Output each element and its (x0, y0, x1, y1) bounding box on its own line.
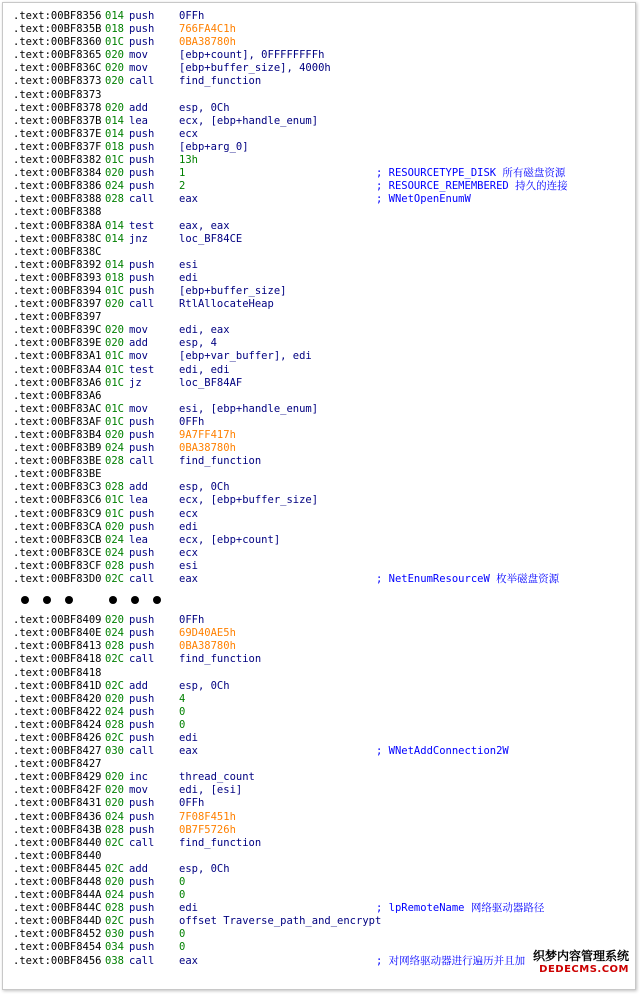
instruction-mnemonic: push (129, 258, 155, 271)
instruction-mnemonic: call (129, 745, 155, 758)
line-address: .text:00BF8384 (13, 167, 102, 180)
stack-pointer-offset: 018 (105, 23, 124, 36)
line-address: .text:00BF83C6 (13, 494, 102, 507)
instruction-operand: 766FA4C1h (179, 23, 236, 36)
instruction-operand: 0FFh (179, 614, 205, 627)
instruction-operand: 9A7FF417h (179, 429, 236, 441)
line-address: .text:00BF844D (13, 915, 102, 928)
instruction-operand: edi (179, 271, 198, 284)
instruction-operand: thread_count (179, 771, 255, 784)
line-address: .text:00BF8427 (13, 758, 102, 771)
instruction-operand: 0B7F5726h (179, 823, 236, 836)
instruction-mnemonic: add (129, 862, 148, 875)
stack-pointer-offset: 02C (105, 836, 124, 849)
stack-pointer-offset: 018 (105, 271, 124, 284)
stack-pointer-offset: 01C (105, 284, 124, 297)
stack-pointer-offset: 020 (105, 614, 124, 627)
line-address: .text:00BF83A6 (13, 389, 102, 402)
instruction-mnemonic: jz (129, 376, 142, 389)
stack-pointer-offset: 024 (105, 627, 124, 640)
instruction-operand: 0 (179, 928, 186, 941)
line-address: .text:00BF8436 (13, 810, 102, 823)
instruction-operand: edi (179, 520, 198, 533)
line-address: .text:00BF837E (13, 127, 102, 140)
instruction-operand: offset Traverse_path_and_encrypt (179, 915, 382, 928)
instruction-mnemonic: push (129, 692, 155, 705)
stack-pointer-offset: 028 (105, 559, 124, 572)
ellipsis-dot (65, 596, 73, 604)
line-address: .text:00BF8409 (13, 614, 102, 627)
line-address: .text:00BF8422 (13, 705, 102, 718)
instruction-operand: esp, 0Ch (179, 481, 230, 494)
line-address: .text:00BF83B9 (13, 442, 102, 455)
line-comment: ; WNetAddConnection2W (376, 745, 509, 758)
instruction-mnemonic: push (129, 731, 155, 744)
instruction-operand: esp, 0Ch (179, 862, 230, 875)
instruction-operand: 2 (179, 180, 186, 193)
instruction-mnemonic: push (129, 614, 155, 627)
instruction-mnemonic: mov (129, 402, 148, 415)
instruction-mnemonic: push (129, 36, 155, 49)
instruction-operand: eax (179, 193, 198, 206)
line-comment: ; WNetOpenEnumW (376, 193, 471, 206)
instruction-mnemonic: call (129, 573, 155, 586)
instruction-operand: 13h (179, 154, 198, 167)
instruction-operand: esi (179, 258, 198, 271)
instruction-operand: 7F08F451h (179, 810, 236, 823)
instruction-mnemonic: add (129, 101, 148, 114)
line-address: .text:00BF8424 (13, 718, 102, 731)
stack-pointer-offset: 024 (105, 180, 124, 193)
stack-pointer-offset: 020 (105, 75, 124, 88)
instruction-mnemonic: call (129, 455, 155, 468)
stack-pointer-offset: 02C (105, 679, 124, 692)
instruction-operand: 0FFh (179, 10, 205, 22)
line-comment: ; 对网络驱动器进行遍历并且加 (376, 954, 526, 967)
stack-pointer-offset: 02C (105, 862, 124, 875)
line-address: .text:00BF83D0 (13, 573, 102, 586)
instruction-operand: [ebp+buffer_size], 4000h (179, 62, 331, 75)
line-address: .text:00BF83CB (13, 533, 102, 546)
instruction-operand: ecx, [ebp+count] (179, 533, 281, 546)
stack-pointer-offset: 024 (105, 810, 124, 823)
instruction-operand: 0BA38780h (179, 36, 236, 49)
line-address: .text:00BF8418 (13, 653, 102, 666)
instruction-operand: eax (179, 745, 198, 758)
instruction-operand: 0FFh (179, 797, 205, 810)
instruction-mnemonic: push (129, 902, 155, 915)
stack-pointer-offset: 030 (105, 745, 124, 758)
stack-pointer-offset: 028 (105, 193, 124, 206)
instruction-mnemonic: mov (129, 784, 148, 797)
stack-pointer-offset: 020 (105, 520, 124, 533)
line-address: .text:00BF8440 (13, 836, 102, 849)
instruction-operand: 0 (179, 705, 186, 718)
line-address: .text:00BF837B (13, 114, 102, 127)
line-address: .text:00BF8373 (13, 88, 102, 101)
line-address: .text:00BF8365 (13, 49, 102, 62)
instruction-operand: esp, 0Ch (179, 101, 230, 114)
instruction-operand: edi, edi (179, 363, 230, 376)
watermark-domain: DEDECMS.COM (539, 964, 629, 975)
ellipsis-dot (43, 596, 51, 604)
instruction-mnemonic: push (129, 442, 155, 455)
stack-pointer-offset: 014 (105, 258, 124, 271)
stack-pointer-offset: 01C (105, 350, 124, 363)
stack-pointer-offset: 020 (105, 167, 124, 180)
stack-pointer-offset: 01C (105, 415, 124, 428)
instruction-operand: find_function (179, 455, 262, 468)
stack-pointer-offset: 02C (105, 653, 124, 666)
line-address: .text:00BF83BE (13, 468, 102, 481)
stack-pointer-offset: 028 (105, 640, 124, 653)
instruction-mnemonic: lea (129, 494, 148, 507)
line-address: .text:00BF83C9 (13, 507, 102, 520)
line-address: .text:00BF8394 (13, 284, 102, 297)
instruction-operand: ecx (179, 507, 198, 520)
stack-pointer-offset: 024 (105, 705, 124, 718)
line-address: .text:00BF8388 (13, 193, 102, 206)
line-address: .text:00BF838A (13, 219, 102, 232)
instruction-mnemonic: push (129, 429, 155, 441)
instruction-operand: esp, 4 (179, 337, 217, 350)
stack-pointer-offset: 01C (105, 154, 124, 167)
line-address: .text:00BF83AC (13, 402, 102, 415)
instruction-operand: ecx, [ebp+handle_enum] (179, 114, 319, 127)
stack-pointer-offset: 024 (105, 546, 124, 559)
instruction-operand: 0FFh (179, 415, 205, 428)
instruction-mnemonic: inc (129, 771, 148, 784)
stack-pointer-offset: 024 (105, 533, 124, 546)
line-address: .text:00BF844A (13, 889, 102, 902)
instruction-mnemonic: test (129, 363, 155, 376)
instruction-mnemonic: mov (129, 62, 148, 75)
site-watermark (533, 947, 629, 975)
instruction-operand: [ebp+arg_0] (179, 140, 249, 153)
stack-pointer-offset: 020 (105, 784, 124, 797)
line-address: .text:00BF83A1 (13, 350, 102, 363)
stack-pointer-offset: 028 (105, 823, 124, 836)
stack-pointer-offset: 01C (105, 507, 124, 520)
instruction-mnemonic: push (129, 559, 155, 572)
line-address: .text:00BF838C (13, 245, 102, 258)
instruction-mnemonic: push (129, 810, 155, 823)
instruction-operand: eax (179, 954, 198, 967)
instruction-mnemonic: mov (129, 350, 148, 363)
instruction-operand: 1 (179, 167, 186, 180)
stack-pointer-offset: 020 (105, 429, 124, 441)
disassembly-window (2, 2, 636, 990)
stack-pointer-offset: 014 (105, 10, 124, 22)
ellipsis-dot (109, 596, 117, 604)
instruction-operand: edi, [esi] (179, 784, 243, 797)
line-address: .text:00BF8392 (13, 258, 102, 271)
instruction-mnemonic: push (129, 180, 155, 193)
instruction-operand: esp, 0Ch (179, 679, 230, 692)
line-address: .text:00BF8356 (13, 10, 102, 22)
stack-pointer-offset: 020 (105, 298, 124, 311)
instruction-operand: [ebp+buffer_size] (179, 284, 287, 297)
line-address: .text:00BF8360 (13, 36, 102, 49)
instruction-mnemonic: lea (129, 533, 148, 546)
stack-pointer-offset: 014 (105, 232, 124, 245)
instruction-mnemonic: push (129, 520, 155, 533)
line-address: .text:00BF843B (13, 823, 102, 836)
line-address: .text:00BF8397 (13, 311, 102, 324)
instruction-mnemonic: push (129, 941, 155, 954)
instruction-operand: find_function (179, 653, 262, 666)
instruction-mnemonic: call (129, 836, 155, 849)
instruction-mnemonic: add (129, 337, 148, 350)
line-address: .text:00BF8388 (13, 206, 102, 219)
instruction-operand: ecx (179, 127, 198, 140)
instruction-operand: loc_BF84CE (179, 232, 243, 245)
instruction-operand: [ebp+count], 0FFFFFFFFh (179, 49, 325, 62)
line-address: .text:00BF8456 (13, 954, 102, 967)
instruction-operand: 4 (179, 692, 186, 705)
stack-pointer-offset: 020 (105, 692, 124, 705)
instruction-operand: loc_BF84AF (179, 376, 243, 389)
line-address: .text:00BF83BE (13, 455, 102, 468)
stack-pointer-offset: 020 (105, 101, 124, 114)
ellipsis-dot (131, 596, 139, 604)
instruction-operand: eax (179, 573, 198, 586)
line-address: .text:00BF8373 (13, 75, 102, 88)
line-address: .text:00BF842F (13, 784, 102, 797)
line-address: .text:00BF8427 (13, 745, 102, 758)
instruction-mnemonic: add (129, 481, 148, 494)
line-address: .text:00BF8426 (13, 731, 102, 744)
instruction-mnemonic: push (129, 271, 155, 284)
line-comment: ; RESOURCETYPE_DISK 所有磁盘资源 (376, 167, 566, 180)
line-address: .text:00BF8454 (13, 941, 102, 954)
stack-pointer-offset: 018 (105, 140, 124, 153)
instruction-mnemonic: push (129, 915, 155, 928)
instruction-mnemonic: push (129, 823, 155, 836)
stack-pointer-offset: 028 (105, 902, 124, 915)
instruction-operand: RtlAllocateHeap (179, 298, 274, 311)
instruction-mnemonic: push (129, 140, 155, 153)
instruction-mnemonic: mov (129, 324, 148, 337)
instruction-operand: find_function (179, 75, 262, 88)
stack-pointer-offset: 020 (105, 49, 124, 62)
line-address: .text:00BF835B (13, 23, 102, 36)
line-address: .text:00BF8378 (13, 101, 102, 114)
line-address: .text:00BF8431 (13, 797, 102, 810)
stack-pointer-offset: 038 (105, 954, 124, 967)
stack-pointer-offset: 01C (105, 376, 124, 389)
line-address: .text:00BF83CA (13, 520, 102, 533)
ellipsis-dot (153, 596, 161, 604)
line-address: .text:00BF83CE (13, 546, 102, 559)
instruction-operand: 0BA38780h (179, 442, 236, 455)
stack-pointer-offset: 02C (105, 731, 124, 744)
instruction-mnemonic: push (129, 284, 155, 297)
stack-pointer-offset: 014 (105, 127, 124, 140)
instruction-operand: 0 (179, 876, 186, 888)
stack-pointer-offset: 024 (105, 442, 124, 455)
instruction-mnemonic: call (129, 75, 155, 88)
line-comment: ; RESOURCE_REMEMBERED 持久的连接 (376, 180, 568, 193)
line-address: .text:00BF8413 (13, 640, 102, 653)
instruction-mnemonic: call (129, 298, 155, 311)
stack-pointer-offset: 020 (105, 324, 124, 337)
instruction-mnemonic: push (129, 507, 155, 520)
instruction-mnemonic: push (129, 889, 155, 902)
instruction-operand: 69D40AE5h (179, 627, 236, 640)
instruction-operand: edi (179, 731, 198, 744)
instruction-mnemonic: jnz (129, 232, 148, 245)
instruction-mnemonic: push (129, 10, 155, 22)
stack-pointer-offset: 02C (105, 573, 124, 586)
stack-pointer-offset: 020 (105, 876, 124, 888)
instruction-mnemonic: call (129, 954, 155, 967)
instruction-mnemonic: lea (129, 114, 148, 127)
stack-pointer-offset: 02C (105, 915, 124, 928)
line-address: .text:00BF836C (13, 62, 102, 75)
line-address: .text:00BF8418 (13, 666, 102, 679)
line-address: .text:00BF83C3 (13, 481, 102, 494)
stack-pointer-offset: 020 (105, 797, 124, 810)
stack-pointer-offset: 020 (105, 337, 124, 350)
instruction-operand: 0BA38780h (179, 640, 236, 653)
instruction-mnemonic: push (129, 167, 155, 180)
stack-pointer-offset: 014 (105, 114, 124, 127)
instruction-operand: 0 (179, 941, 186, 954)
instruction-mnemonic: push (129, 546, 155, 559)
instruction-mnemonic: push (129, 718, 155, 731)
line-address: .text:00BF837F (13, 140, 102, 153)
line-address: .text:00BF83AF (13, 415, 102, 428)
instruction-mnemonic: push (129, 23, 155, 36)
instruction-mnemonic: push (129, 127, 155, 140)
instruction-operand: esi, [ebp+handle_enum] (179, 402, 319, 415)
instruction-mnemonic: push (129, 797, 155, 810)
instruction-mnemonic: push (129, 154, 155, 167)
line-address: .text:00BF83A4 (13, 363, 102, 376)
stack-pointer-offset: 01C (105, 494, 124, 507)
line-address: .text:00BF838C (13, 232, 102, 245)
stack-pointer-offset: 034 (105, 941, 124, 954)
instruction-mnemonic: push (129, 415, 155, 428)
line-address: .text:00BF844C (13, 902, 102, 915)
line-address: .text:00BF8420 (13, 692, 102, 705)
instruction-operand: find_function (179, 836, 262, 849)
stack-pointer-offset: 01C (105, 36, 124, 49)
instruction-operand: 0 (179, 718, 186, 731)
line-address: .text:00BF8440 (13, 849, 102, 862)
line-address: .text:00BF839C (13, 324, 102, 337)
instruction-mnemonic: push (129, 876, 155, 888)
stack-pointer-offset: 028 (105, 481, 124, 494)
line-address: .text:00BF83B4 (13, 429, 102, 441)
line-address: .text:00BF83CF (13, 559, 102, 572)
line-address: .text:00BF840E (13, 627, 102, 640)
line-address: .text:00BF83A6 (13, 376, 102, 389)
instruction-mnemonic: test (129, 219, 155, 232)
instruction-mnemonic: push (129, 928, 155, 941)
line-address: .text:00BF8448 (13, 876, 102, 888)
instruction-operand: edi (179, 902, 198, 915)
instruction-mnemonic: call (129, 653, 155, 666)
instruction-operand: edi, eax (179, 324, 230, 337)
line-address: .text:00BF8393 (13, 271, 102, 284)
ellipsis-dot (21, 596, 29, 604)
stack-pointer-offset: 028 (105, 455, 124, 468)
stack-pointer-offset: 020 (105, 771, 124, 784)
instruction-operand: ecx, [ebp+buffer_size] (179, 494, 319, 507)
stack-pointer-offset: 01C (105, 402, 124, 415)
stack-pointer-offset: 01C (105, 363, 124, 376)
instruction-mnemonic: call (129, 193, 155, 206)
instruction-mnemonic: push (129, 640, 155, 653)
instruction-mnemonic: push (129, 627, 155, 640)
line-comment: ; NetEnumResourceW 枚举磁盘资源 (376, 573, 560, 586)
instruction-operand: [ebp+var_buffer], edi (179, 350, 312, 363)
instruction-operand: eax, eax (179, 219, 230, 232)
instruction-mnemonic: mov (129, 49, 148, 62)
line-address: .text:00BF8452 (13, 928, 102, 941)
line-address: .text:00BF839E (13, 337, 102, 350)
instruction-operand: 0 (179, 889, 186, 902)
stack-pointer-offset: 014 (105, 219, 124, 232)
stack-pointer-offset: 030 (105, 928, 124, 941)
line-comment: ; lpRemoteName 网络驱动器路径 (376, 902, 545, 915)
line-address: .text:00BF8429 (13, 771, 102, 784)
watermark-title: 织梦内容管理系统 (532, 949, 629, 963)
stack-pointer-offset: 020 (105, 62, 124, 75)
instruction-operand: ecx (179, 546, 198, 559)
line-address: .text:00BF8397 (13, 298, 102, 311)
line-address: .text:00BF8386 (13, 180, 102, 193)
instruction-mnemonic: add (129, 679, 148, 692)
instruction-operand: esi (179, 559, 198, 572)
line-address: .text:00BF841D (13, 679, 102, 692)
line-address: .text:00BF8382 (13, 154, 102, 167)
line-address: .text:00BF8445 (13, 862, 102, 875)
stack-pointer-offset: 024 (105, 889, 124, 902)
stack-pointer-offset: 028 (105, 718, 124, 731)
instruction-mnemonic: push (129, 705, 155, 718)
